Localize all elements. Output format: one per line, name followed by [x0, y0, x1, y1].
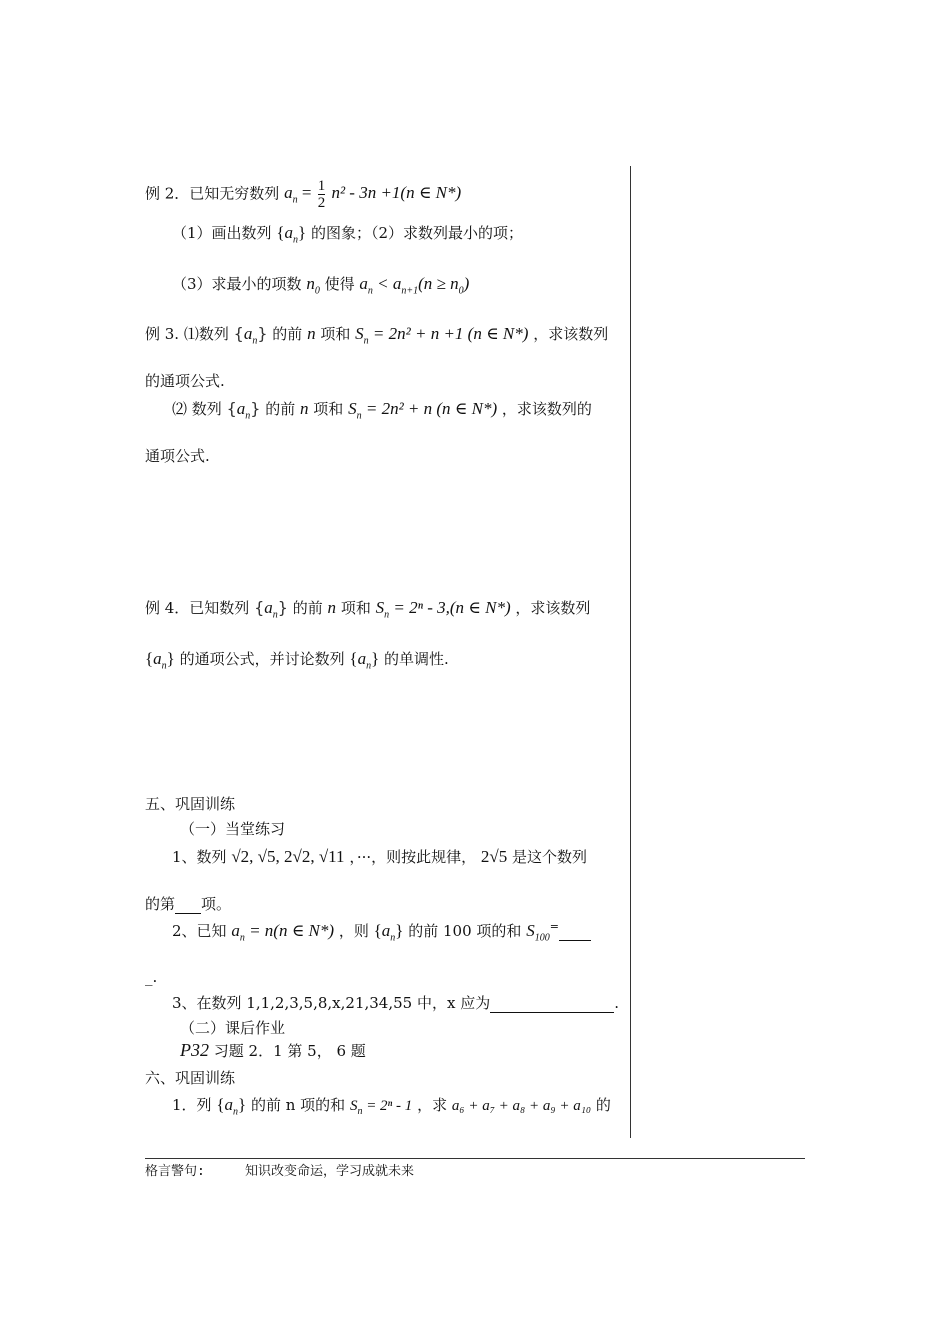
sec5-sub1: （一）当堂练习: [180, 820, 286, 838]
ex3-p2-formula: $S_n = 2n^2 + n$ (n ∈ N*): [348, 399, 498, 422]
sec6-q1: 1．列 $\{a_n\}$ 的前 n 项的和 $S_n = 2^n - 1$ ，求 a₆ + a₇ + a₈ + a₉ + a₁₀ 的: [172, 1095, 611, 1118]
ex3-p1-cont: 的通项公式.: [145, 372, 225, 390]
sec5-q2-cont: _.: [145, 968, 158, 986]
ex2-formula: $a_n$ = $\frac{1}{2}$ n² - 3n +1(n ∈ N*): [284, 178, 462, 211]
seq-an: $\{a_n\}$: [233, 324, 268, 347]
sum-formula: a₆ + a₇ + a₈ + a₉ + a₁₀: [451, 1098, 592, 1114]
seq-an: $\{a_n\}$: [373, 921, 404, 944]
sqrt-value: 2√5: [480, 847, 508, 866]
ex4-cont: $\{a_n\}$ 的通项公式，并讨论数列 $\{a_n\}$ 的单调性.: [145, 649, 449, 672]
margin-rule: [630, 166, 631, 1138]
ex3-p2: ⑵ 数列 $\{a_n\}$ 的前 n 项和 $S_n = 2n^2 + n$ (n ∈ N*) ，求该数列的: [172, 399, 592, 422]
ex2-line: [145, 178, 461, 211]
answer-blank[interactable]: [490, 994, 614, 1013]
ex3-p2-cont: 通项公式.: [145, 447, 210, 465]
sec5-q1: 1、数列 √2, √5, 2√2, √11 ，···，则按此规律， 2√5 是这个数列: [172, 847, 588, 866]
seq-an: $\{a_n\}$: [276, 223, 307, 246]
ex4-line: 例 4．已知数列 $\{a_n\}$ 的前 n 项和 $S_n = 2^n - 3,(n$ ∈ N*) ，求该数列: [145, 598, 591, 621]
footer-rule: [145, 1158, 805, 1159]
sec5-q2: 2、已知 $a_n = n(n$ ∈ N*) ，则 $\{a_n\}$ 的前 100 项的和 $S_{100}^=$: [172, 920, 591, 943]
sec5-q2-formula: $a_n = n(n$ ∈ N*): [231, 921, 335, 944]
answer-blank[interactable]: [175, 895, 201, 914]
seq-an: $\{a_n\}$: [254, 598, 288, 621]
ex2-q3: （3）求最小的项数 $n_0$ 使得 $a_n < a_{n+1}(n \ge n_0)$: [172, 274, 470, 297]
ex2-q3-formula: $a_n < a_{n+1}(n \ge n_0)$: [359, 274, 470, 297]
sec5-sub2: （二）课后作业: [180, 1019, 286, 1037]
sec5-title: 五、巩固训练: [145, 795, 236, 813]
ex3-p1: 例 3. ⑴数列 $\{a_n\}$ 的前 n 项和 $S_n = 2n^2 + n +1$ (n ∈ N*) ，求该数列: [145, 324, 609, 347]
footer: [145, 1160, 415, 1179]
seq-an: $\{a_n\}$: [349, 649, 380, 672]
ex4-formula: $S_n = 2^n - 3,(n$ ∈ N*): [375, 598, 511, 621]
seq-an: $\{a_n\}$: [216, 1095, 247, 1118]
ex2-q1: （1）画出数列 $\{a_n\}$ 的图象；（2）求数列最小的项；: [172, 223, 523, 246]
footer-motto: 知识改变命运，学习成就未来: [245, 1164, 415, 1179]
seq-an: $\{a_n\}$: [226, 399, 261, 422]
ex3-p1-formula: $S_n = 2n^2 + n +1$ (n ∈ N*): [355, 324, 529, 347]
footer-label: 格言警句:: [145, 1164, 205, 1179]
sec5-q1-cont: 的第 项。: [145, 895, 232, 913]
ex2-fraction: $\frac{1}{2}$: [317, 178, 326, 211]
sec5-q3: 3、在数列 1,1,2,3,5,8,x,21,34,55 中，x 应为 .: [172, 994, 619, 1012]
sqrt-sequence: √2, √5, 2√2, √11: [231, 847, 345, 866]
sec5-homework: P32 习题 2．1 第 5， 6 题: [180, 1040, 366, 1060]
answer-blank[interactable]: [559, 922, 591, 941]
ex2-intro: 例 2．已知无穷数列: [145, 184, 280, 203]
seq-an: $\{a_n\}$: [145, 649, 175, 672]
sec6-title: 六、巩固训练: [145, 1069, 236, 1087]
